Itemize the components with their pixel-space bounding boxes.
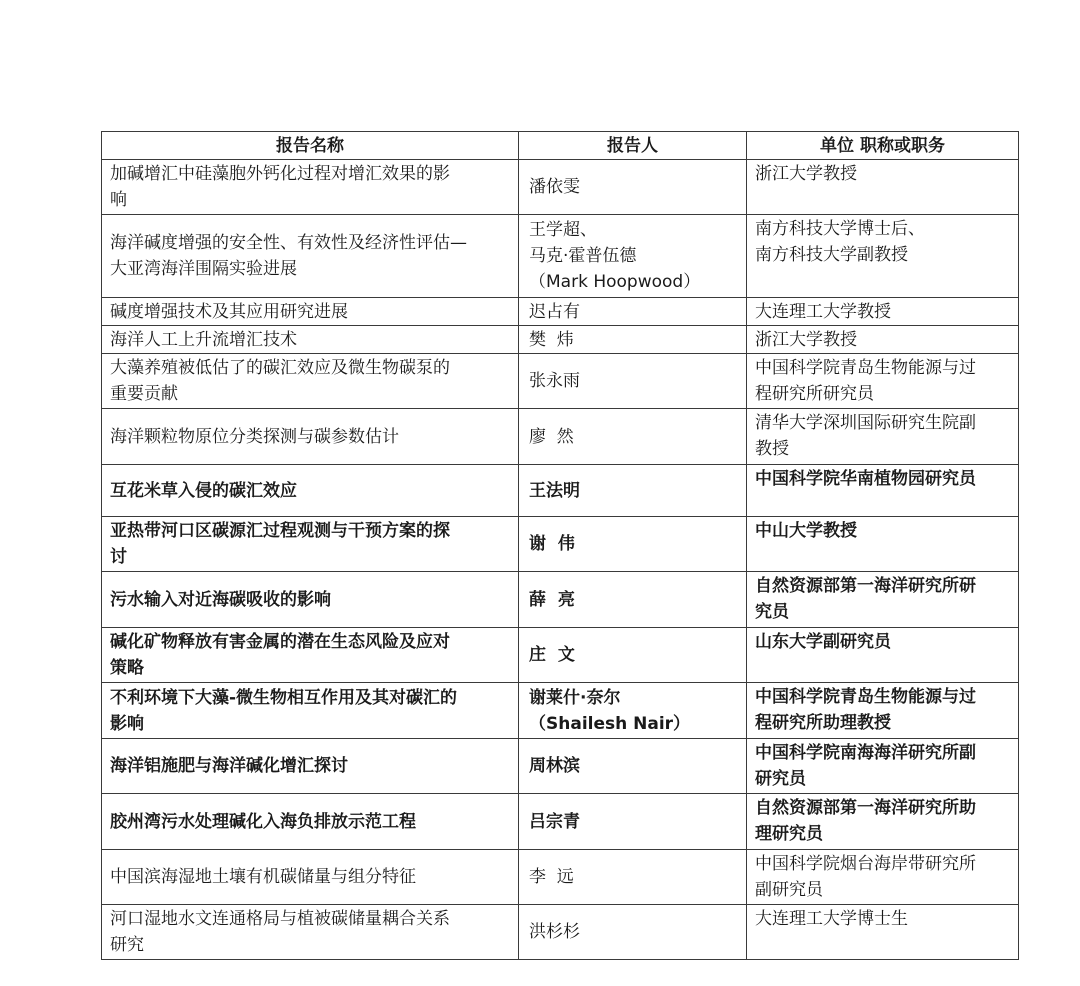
report-title-line: 加碱增汇中硅藻胞外钙化过程对增汇效果的影	[110, 164, 450, 184]
report-title-cell	[102, 409, 519, 465]
report-title-cell	[102, 354, 519, 409]
affiliation-line: 副研究员	[755, 880, 823, 900]
report-title-line: 海洋人工上升流增汇技术	[110, 329, 297, 350]
table-row	[102, 409, 1019, 465]
header-affiliation: 单位 职称或职务	[747, 132, 1019, 160]
report-title-line: 响	[110, 190, 127, 210]
table-row	[102, 298, 1019, 326]
report-title-line: 碱化矿物释放有害金属的潜在生态风险及应对	[110, 632, 450, 652]
speaker-cell	[519, 905, 747, 960]
table-row	[102, 739, 1019, 794]
header-report-title: 报告名称	[102, 132, 519, 160]
speaker-line: 洪杉杉	[529, 922, 580, 942]
report-title-cell	[102, 628, 519, 683]
speaker-line: 薛 亮	[529, 589, 575, 610]
speaker-line: 迟占有	[529, 301, 580, 322]
report-title-line: 胶州湾污水处理碱化入海负排放示范工程	[110, 811, 416, 832]
speaker-cell	[519, 850, 747, 905]
speaker-line: （Shailesh Nair）	[529, 713, 691, 734]
affiliation-line: 中国科学院青岛生物能源与过	[755, 687, 976, 707]
affiliation-cell	[747, 326, 1019, 354]
affiliation-cell	[747, 628, 1019, 683]
report-title-line: 策略	[110, 658, 144, 678]
speaker-line: 张永雨	[529, 371, 580, 391]
speaker-cell	[519, 517, 747, 572]
speaker-cell	[519, 326, 747, 354]
speaker-cell	[519, 572, 747, 628]
affiliation-line: 理研究员	[755, 824, 823, 844]
report-title-line: 污水输入对近海碳吸收的影响	[110, 589, 331, 610]
speaker-line: 潘依雯	[529, 177, 580, 197]
speaker-cell	[519, 409, 747, 465]
table-row	[102, 850, 1019, 905]
speaker-line: 庄 文	[529, 645, 575, 665]
table-row	[102, 628, 1019, 683]
speaker-cell	[519, 160, 747, 215]
speaker-line: 王法明	[529, 480, 580, 501]
affiliation-line: 研究员	[755, 769, 806, 789]
table-row	[102, 215, 1019, 298]
report-title-cell	[102, 298, 519, 326]
affiliation-cell	[747, 465, 1019, 517]
affiliation-cell	[747, 409, 1019, 465]
affiliation-cell	[747, 160, 1019, 215]
affiliation-cell	[747, 683, 1019, 739]
speaker-line: （Mark Hoopwood）	[529, 272, 701, 292]
table-header-row	[102, 132, 1019, 160]
table-row	[102, 794, 1019, 850]
speaker-line: 王学超、	[529, 220, 597, 240]
report-title-cell	[102, 160, 519, 215]
affiliation-line: 大连理工大学博士生	[755, 909, 908, 929]
report-title-cell	[102, 794, 519, 850]
affiliation-line: 中国科学院华南植物园研究员	[755, 469, 976, 489]
speaker-cell	[519, 465, 747, 517]
affiliation-line: 浙江大学教授	[755, 164, 857, 184]
affiliation-line: 清华大学深圳国际研究生院副	[755, 413, 976, 433]
affiliation-cell	[747, 850, 1019, 905]
affiliation-line: 南方科技大学博士后、	[755, 219, 925, 239]
affiliation-cell	[747, 572, 1019, 628]
affiliation-line: 中山大学教授	[755, 521, 857, 541]
table-row	[102, 326, 1019, 354]
affiliation-line: 大连理工大学教授	[755, 302, 891, 322]
table-row	[102, 465, 1019, 517]
report-title-line: 亚热带河口区碳源汇过程观测与干预方案的探	[110, 521, 450, 541]
affiliation-line: 浙江大学教授	[755, 330, 857, 350]
report-title-line: 互花米草入侵的碳汇效应	[110, 480, 297, 501]
report-title-line: 重要贡献	[110, 384, 178, 404]
report-title-cell	[102, 905, 519, 960]
speaker-cell	[519, 215, 747, 298]
report-title-line: 河口湿地水文连通格局与植被碳储量耦合关系	[110, 909, 450, 929]
speaker-line: 李 远	[529, 867, 574, 887]
table-row	[102, 572, 1019, 628]
report-title-cell	[102, 850, 519, 905]
speaker-cell	[519, 298, 747, 326]
table-row	[102, 683, 1019, 739]
table-row	[102, 905, 1019, 960]
header-speaker: 报告人	[519, 132, 747, 160]
affiliation-cell	[747, 298, 1019, 326]
speaker-cell	[519, 794, 747, 850]
affiliation-line: 自然资源部第一海洋研究所研	[755, 576, 976, 596]
report-title-line: 研究	[110, 935, 144, 955]
affiliation-cell	[747, 905, 1019, 960]
affiliation-cell	[747, 517, 1019, 572]
affiliation-line: 南方科技大学副教授	[755, 245, 908, 265]
report-title-line: 大亚湾海洋围隔实验进展	[110, 259, 297, 279]
affiliation-line: 中国科学院南海海洋研究所副	[755, 743, 976, 763]
report-title-cell	[102, 739, 519, 794]
report-title-cell	[102, 326, 519, 354]
report-title-cell	[102, 517, 519, 572]
speaker-cell	[519, 739, 747, 794]
speaker-line: 樊 炜	[529, 329, 574, 350]
speaker-line: 谢 伟	[529, 534, 575, 554]
speaker-line: 吕宗青	[529, 811, 580, 832]
report-title-cell	[102, 572, 519, 628]
affiliation-line: 山东大学副研究员	[755, 632, 891, 652]
report-title-cell	[102, 465, 519, 517]
speaker-line: 廖 然	[529, 426, 574, 447]
report-title-line: 讨	[110, 547, 127, 567]
affiliation-cell	[747, 215, 1019, 298]
report-title-line: 中国滨海湿地土壤有机碳储量与组分特征	[110, 867, 416, 887]
affiliation-cell	[747, 794, 1019, 850]
report-title-line: 大藻养殖被低估了的碳汇效应及微生物碳泵的	[110, 358, 450, 378]
affiliation-line: 程研究所研究员	[755, 384, 874, 404]
speaker-cell	[519, 628, 747, 683]
report-title-line: 影响	[110, 713, 144, 734]
affiliation-line: 自然资源部第一海洋研究所助	[755, 798, 976, 818]
speaker-line: 马克·霍普伍德	[529, 246, 637, 266]
affiliation-line: 究员	[755, 602, 789, 622]
report-schedule-table	[101, 131, 1019, 960]
report-title-line: 海洋碱度增强的安全性、有效性及经济性评估—	[110, 233, 467, 253]
report-title-line: 海洋铝施肥与海洋碱化增汇探讨	[110, 756, 348, 776]
table-row	[102, 354, 1019, 409]
report-title-cell	[102, 215, 519, 298]
affiliation-line: 程研究所助理教授	[755, 713, 891, 733]
speaker-cell	[519, 354, 747, 409]
table-body	[102, 160, 1019, 960]
affiliation-cell	[747, 739, 1019, 794]
report-title-line: 不利环境下大藻-微生物相互作用及其对碳汇的	[110, 687, 458, 708]
affiliation-cell	[747, 354, 1019, 409]
report-title-cell	[102, 683, 519, 739]
affiliation-line: 中国科学院青岛生物能源与过	[755, 358, 976, 378]
speaker-cell	[519, 683, 747, 739]
report-title-line: 碱度增强技术及其应用研究进展	[110, 301, 348, 322]
table-row	[102, 517, 1019, 572]
affiliation-line: 中国科学院烟台海岸带研究所	[755, 854, 976, 874]
speaker-line: 谢莱什·奈尔	[529, 687, 621, 708]
affiliation-line: 教授	[755, 439, 789, 459]
table-row	[102, 160, 1019, 215]
speaker-line: 周林滨	[529, 756, 580, 776]
report-title-line: 海洋颗粒物原位分类探测与碳参数估计	[110, 426, 399, 447]
